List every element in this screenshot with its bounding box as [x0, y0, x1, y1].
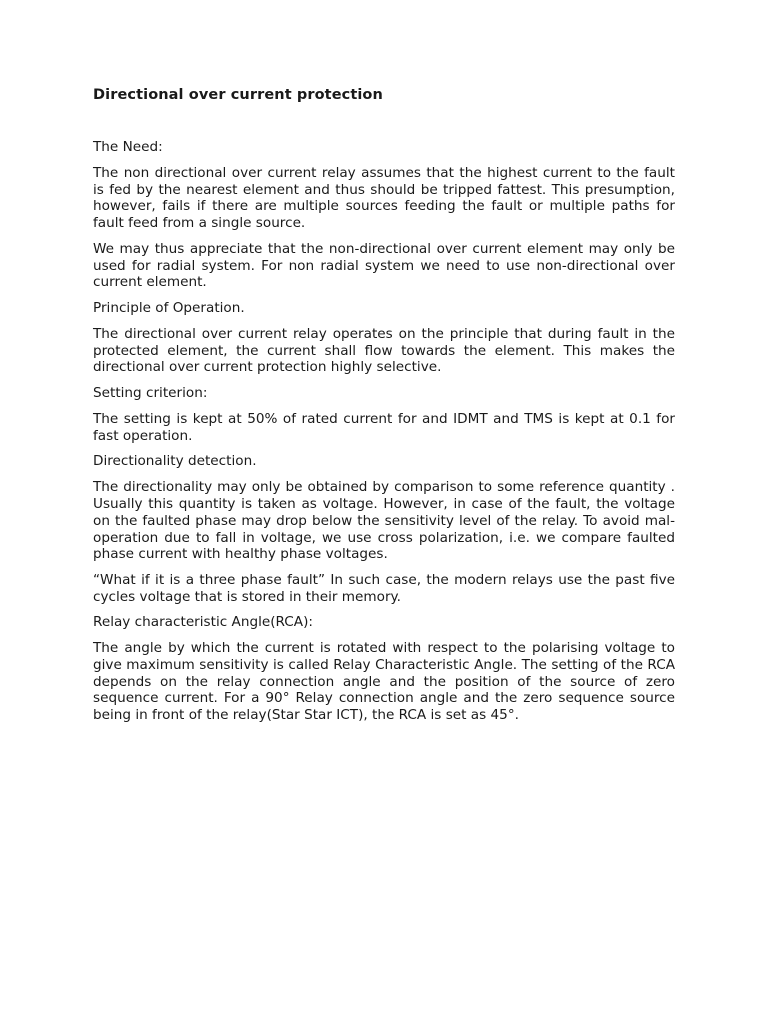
document-page — [93, 87, 675, 733]
document-title: Directional over current protection — [93, 87, 383, 103]
paragraph-need-1: The non directional over current relay assumes that the highest current to the fault is fed by the nearest element and thus should be tripped fattest. This presumption, however, fails if there are multiple sources feeding the fault or multiple paths for fault feed from a single source. — [93, 165, 675, 232]
paragraph-directionality-2: “What if it is a three phase fault” In such case, the modern relays use the past five cycles voltage that is stored in their memory. — [93, 571, 675, 605]
paragraph-setting-1: The setting is kept at 50% of rated current for and IDMT and TMS is kept at 0.1 for fast operation. — [93, 411, 675, 444]
paragraph-rca-1: The angle by which the current is rotated with respect to the polarising voltage to give maximum sensitivity is called Relay Characteristic Angle. The setting of the RCA depends on the relay connection angle and the position of the source of zero sequence current. For a 90° Relay connection angle and the zero sequence source being in front of the relay(Star Star ICT), the RCA is set as 45°. — [93, 640, 675, 724]
heading-setting-criterion: Setting criterion: — [93, 385, 208, 402]
heading-the-need: The Need: — [93, 139, 163, 155]
heading-directionality-detection: Directionality detection. — [93, 453, 257, 470]
paragraph-need-2: We may thus appreciate that the non-directional over current element may only be used for radial system. For non radial system we need to use non-directional over current element. — [93, 240, 675, 291]
heading-relay-characteristic-angle: Relay characteristic Angle(RCA): — [93, 614, 313, 631]
paragraph-directionality-1: The directionality may only be obtained by comparison to some reference quantity . Usually this quantity is taken as voltage. However, in case of the fault, the voltage on the faulted phase may drop below the sensitivity level of the relay. To avoid mal-operation due to fall in voltage, we use cross polarization, i.e. we compare faulted phase current with healthy phase voltages. — [93, 479, 675, 563]
paragraph-principle-1: The directional over current relay operates on the principle that during fault in the protected element, the current shall flow towards the element. This makes the directional over current protection highly selective. — [93, 325, 675, 376]
heading-principle-of-operation: Principle of Operation. — [93, 299, 245, 316]
